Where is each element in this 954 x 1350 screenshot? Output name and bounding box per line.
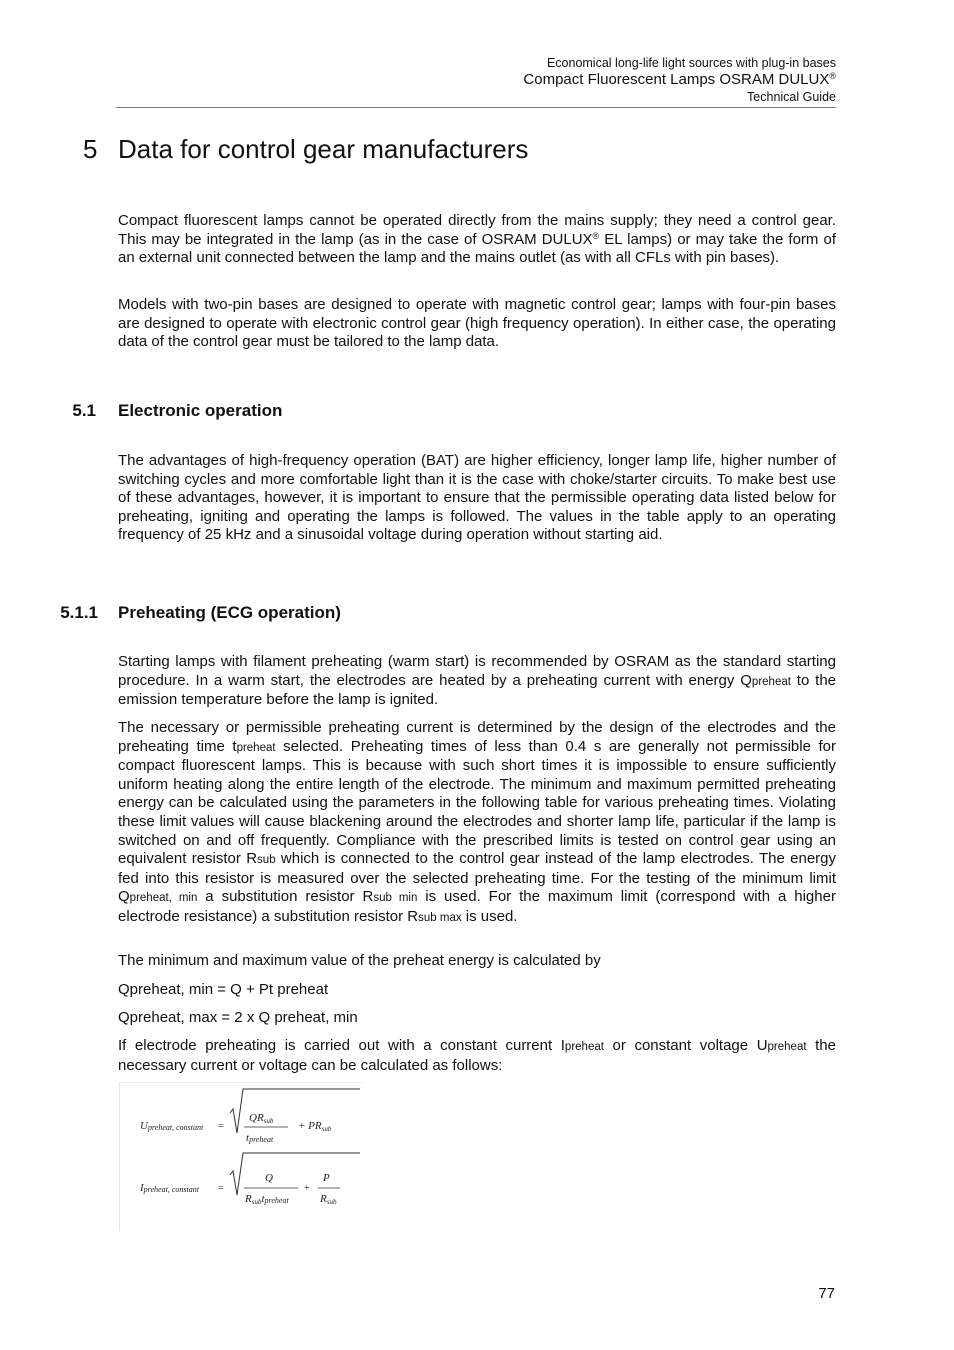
- section-number: 5.1.1: [60, 603, 98, 622]
- u-denominator: tpreheat: [246, 1132, 274, 1144]
- equation-qpreheat-min: Qpreheat, min = Q + Pt preheat: [118, 981, 329, 998]
- preheating-paragraph-2: The necessary or permissible preheating current is determined by the design of the electrodes and the preheating time tpreheat selected. Preheating times of less than 0.4 s are generally not permissible for compact fluorescent lamps. This is because with such short times it is impossible to ensure sufficiently uniform heating along the entire length of the electrode. The minimum and maximum permitted preheating energy can be calculated using the parameters in the following table for various preheating times. Violating these limit values will cause blackening around the electrodes and shorter lamp life, particular if the lamp is switched on and off frequently. Compliance with the prescribed limits is tested on control gear using an equivalent resistor Rsub which is connected to the control gear instead of the lamp electrodes. The energy fed into this resistor is measured over the selected preheating time. For the testing of the minimum limit Qpreheat, min a substitution resistor Rsub min is used. For the maximum limit (correspond with a higher electrode resistance) a substitution resistor Rsub max is used.: [118, 719, 837, 925]
- section-5-1-paragraph: The advantages of high-frequency operation (BAT) are higher efficiency, longer lamp life, higher number of switching cycles and more comfortable light than it is the case with choke/starter circuits. To make best use of these advantages, however, it is important to ensure that the permissible operating data listed below for preheating, igniting and operating the lamps is followed. The values in the table apply to an operating frequency of 25 kHz and a sinusoidal voltage during operation without starting aid.: [118, 452, 836, 544]
- i-numerator: Q: [265, 1172, 273, 1184]
- header-divider: [116, 107, 836, 108]
- i-plus: +: [304, 1183, 310, 1194]
- preheating-paragraph-1: Starting lamps with filament preheating (warm start) is recommended by OSRAM as the standard starting procedure. In a warm start, the electrodes are heated by a preheating current with energy Qpreheat to the emission temperature before the lamp is ignited.: [118, 653, 837, 709]
- i-denominator: Rsubtpreheat: [245, 1193, 289, 1206]
- u-sqrt-sign: [230, 1089, 360, 1133]
- u-numerator: QRsub: [249, 1112, 274, 1125]
- running-header: [523, 55, 836, 106]
- section-heading-5-1-1: [60, 602, 341, 624]
- chapter-number: 5: [83, 134, 98, 164]
- u-equals: =: [218, 1121, 224, 1132]
- header-document-title: Compact Fluorescent Lamps OSRAM DULUX®: [523, 71, 836, 88]
- chapter-heading: [83, 132, 528, 166]
- section-number: 5.1: [72, 401, 96, 420]
- u-lhs: Upreheat, constant: [140, 1120, 204, 1132]
- intro-paragraph-1: Compact fluorescent lamps cannot be operated directly from the mains supply; they need a control gear. This may be integrated in the lamp (as in the case of OSRAM DULUX® EL lamps) or may take the form of an external unit connected between the lamp and the mains outlet (as with all CFLs with pin bases).: [118, 212, 836, 267]
- u-plus-term: + PRsub: [298, 1120, 332, 1133]
- section-title: Preheating (ECG operation): [118, 603, 341, 622]
- preheat-formula-figure: [119, 1082, 362, 1231]
- i-p-denominator: Rsub: [320, 1193, 337, 1206]
- equation-qpreheat-max: Qpreheat, max = 2 x Q preheat, min: [118, 1009, 358, 1026]
- preheat-energy-intro: The minimum and maximum value of the preheat energy is calculated by: [118, 952, 601, 969]
- registered-mark: ®: [829, 71, 836, 81]
- section-title: Electronic operation: [118, 401, 283, 420]
- page-number: 77: [818, 1285, 835, 1302]
- section-heading-5-1: [72, 400, 283, 422]
- preheating-paragraph-4: If electrode preheating is carried out with a constant current Ipreheat or constant voltage Upreheat the necessary current or voltage can be calculated as follows:: [118, 1037, 836, 1074]
- i-lhs: Ipreheat, constant: [140, 1182, 199, 1194]
- chapter-title: Data for control gear manufacturers: [118, 134, 529, 164]
- i-p-numerator: P: [323, 1172, 330, 1184]
- intro-paragraph-2: Models with two-pin bases are designed to operate with magnetic control gear; lamps with four-pin bases are designed to operate with electronic control gear (high frequency operation). In either case, the operating data of the control gear must be tailored to the lamp data.: [118, 296, 836, 351]
- header-guide-label: Technical Guide: [747, 90, 836, 104]
- i-equals: =: [218, 1183, 224, 1194]
- header-series-title: Economical long-life light sources with plug-in bases: [546, 56, 836, 70]
- i-sqrt-sign: [230, 1153, 360, 1195]
